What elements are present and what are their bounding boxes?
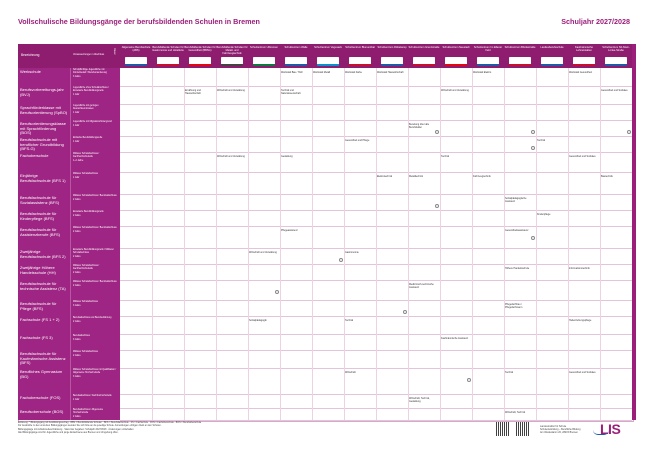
header-dauer-label: Dauer — [113, 48, 116, 55]
row-label-4: Berufsfachschule mit beruflicher Grundbildung (BFS-G) — [18, 136, 70, 152]
column-divider — [408, 68, 409, 420]
row-label-13: Berufsfachschule für Pflege (BFS) — [18, 300, 70, 316]
row-dauer: 3 Jahre — [73, 304, 81, 307]
header-desc-label: Voraussetzungen / Abschluss — [73, 53, 105, 56]
contact-dept: Schulentwicklung – Berufliche Bildung — [540, 428, 581, 431]
cell-entry-assist2: Gesundheitsassistenz — [505, 229, 529, 232]
lis-logo-wave-icon — [593, 430, 609, 435]
row-label-1: Berufsvorbereitungs-jahr (BVJ) — [18, 86, 70, 104]
row-desc-text: Berufsabschluss — [73, 335, 90, 337]
school-logo-icon — [509, 57, 531, 66]
cell-entry-werk4: Werkstatt Hauswirtschaft — [377, 71, 404, 74]
row-description-6 — [70, 172, 120, 194]
header-school-0: Allgemeine Berufsschule (ABS) — [121, 46, 151, 52]
cell-entry-bg1: Wirtschaft — [345, 371, 356, 374]
row-label-8: Berufsfachschule für Kinderpflege (BFS) — [18, 210, 70, 226]
row-label-5: Fachoberschule — [18, 152, 70, 172]
row-label-7: Berufsfachschule für Sozialassistenz (BFS) — [18, 194, 70, 210]
column-divider — [568, 68, 569, 420]
cell-entry-bfsg1: Gesundheit und Pflege — [345, 139, 370, 142]
row-label-10: Zweijährige Berufsfachschule (BFS 2) — [18, 248, 70, 264]
cell-entry-bfs1c: Fahrzeugtechnik — [473, 175, 491, 178]
row-label-6: Einjährige Berufsfachschule (BFS 1) — [18, 172, 70, 194]
column-divider — [536, 68, 537, 420]
cell-entry-werk2: Werkstatt Metall — [313, 71, 331, 74]
school-logo-icon — [413, 57, 435, 66]
row-dauer: 2 Jahre — [73, 214, 81, 217]
header-school-10: Schulzentrum Neustadt — [442, 46, 470, 49]
row-label-9: Berufsfachschule für Assistenzberufe (BFS) — [18, 226, 70, 248]
row-desc-text: Einfache Berufsbildungsreife — [73, 137, 103, 139]
row-desc-text: Mittlerer Schulabschluss — [73, 301, 98, 303]
row-desc-text: Mittlerer Schulabschluss / Fachhochschulreife — [73, 153, 100, 158]
marker-circle-icon — [627, 130, 631, 134]
table-header — [18, 44, 632, 68]
row-desc-text: Jugendliche mit Migrationshintergrund — [73, 121, 112, 123]
header-school-6: Schulzentrum Vegesack — [314, 46, 342, 49]
school-logo-icon — [381, 57, 403, 66]
row-dauer: 2 Jahre — [73, 255, 81, 258]
row-desc-text: Berufsabschluss / Fachhochschulreife — [73, 395, 112, 397]
header-row-label: Bezeichnung — [21, 53, 40, 57]
cell-entry-fs3: Heilerziehungspflege — [569, 319, 592, 322]
cell-entry-fs2: Technik — [345, 319, 354, 322]
header-school-13: Landesberufsschule — [540, 46, 564, 49]
header-school-4: Schulzentrum Utbremen — [250, 46, 278, 49]
cell-entry-bvj1: Ernährung und Hauswirtschaft — [185, 89, 201, 95]
row-dauer: 1–2 Jahre — [73, 159, 84, 162]
column-divider — [152, 68, 153, 420]
cell-entry-bfsg2: Technik — [537, 139, 546, 142]
row-desc-text: Mittlerer Schulabschluss / Berufsabschluss — [73, 281, 117, 283]
row-desc-text: Schulpflichtige Jugendliche mit Förderbedarf / Berufsorientierung — [73, 69, 107, 74]
footer-notes — [18, 422, 488, 436]
row-label-14: Fachschule (FS 1 + 2) — [18, 316, 70, 334]
row-description-12 — [70, 280, 120, 300]
cell-entry-werk1: Werkstatt Bau / Holz — [281, 71, 303, 74]
cell-entry-bfs1a: Elektrotechnik — [377, 175, 393, 178]
row-dauer: 2 Jahre — [73, 271, 81, 274]
row-desc-text: Berufsabschluss und Berufserfahrung — [73, 317, 112, 319]
cell-entry-werk5: Werkstatt Elektro — [473, 71, 492, 74]
school-logo-icon — [445, 57, 467, 66]
marker-circle-icon — [531, 146, 535, 150]
header-school-3: Berufsbildende Schulen für Metall- und Fahrzeugtechnik — [216, 46, 248, 55]
cell-entry-bvj3: Technik und Naturwissenschaft — [281, 89, 301, 95]
row-description-1 — [70, 86, 120, 104]
cell-entry-bg2: Technik — [505, 371, 514, 374]
row-desc-text: Mittlerer Schulabschluss — [73, 351, 98, 353]
column-divider — [312, 68, 313, 420]
cell-entry-bos: Wirtschaft, Technik — [505, 411, 526, 414]
school-logo-icon — [573, 57, 595, 66]
cell-entry-werk6: Werkstatt Gesundheit — [569, 71, 592, 74]
row-desc-text: Erweiterte Berufsbildungsreife / Mittlerer Schulabschluss — [73, 249, 114, 254]
row-dauer: 1 Jahr — [73, 124, 80, 127]
contact-org: Landesinstitut für Schule — [540, 425, 567, 428]
header-left — [18, 44, 120, 68]
row-dauer: 1 Jahr — [73, 398, 80, 401]
header-school-14: Kaufmännische Lehranstalten — [575, 46, 593, 52]
header-school-15: Schulzentrum SII Alwin-Lonke-Straße — [602, 46, 630, 52]
row-dauer: 2 Jahre — [73, 354, 81, 357]
marker-circle-icon — [403, 310, 407, 314]
cell-entry-fosb: Wirtschaft, Technik, Gestaltung — [409, 397, 430, 403]
row-label-0: Werkschule — [18, 68, 70, 86]
marker-circle-icon — [435, 130, 439, 134]
school-logo-icon — [189, 57, 211, 66]
column-divider — [376, 68, 377, 420]
cell-entry-ta1: Informationstechnik — [569, 267, 590, 270]
cell-entry-fos2: Gestaltung — [281, 155, 293, 158]
marker-circle-icon — [275, 290, 279, 294]
row-divider — [120, 420, 632, 421]
column-divider — [472, 68, 473, 420]
school-logo-icon — [253, 57, 275, 66]
column-divider — [440, 68, 441, 420]
row-description-0 — [70, 68, 120, 86]
row-label-16: Berufsfachschule für Kaufmännische Assistenz (BFS) — [18, 350, 70, 368]
row-dauer: 1 Jahr — [73, 176, 80, 179]
contact-block — [540, 425, 600, 434]
cell-entry-spbo: Bereitung über alle Berufsfelder — [409, 123, 430, 129]
row-dauer: 1 Jahr — [73, 140, 80, 143]
cell-entry-pflege: Pflegefachfrau / Pflegefachmann — [505, 303, 523, 309]
header-school-1: Berufsbildende Schulen für Gastronomie und Hotellerie — [152, 46, 184, 52]
row-desc-text: Berufsabschluss / Allgemeine Hochschulreife — [73, 409, 104, 414]
row-dauer: 2 Jahre — [73, 230, 81, 233]
column-divider — [216, 68, 217, 420]
row-description-8 — [70, 210, 120, 226]
row-description-7 — [70, 194, 120, 210]
row-label-12: Berufsfachschule für technische Assistenz (TA) — [18, 280, 70, 300]
cell-entry-sozass: Sozialpädagogische Assistenz — [505, 197, 527, 203]
row-dauer: 2 Jahre — [73, 198, 81, 201]
row-dauer: 3 Jahre — [73, 338, 81, 341]
column-divider — [248, 68, 249, 420]
row-description-3 — [70, 120, 120, 136]
cell-entry-fos3: Technik — [441, 155, 450, 158]
row-desc-text: Mittlerer Schulabschluss / Fachhochschulreife — [73, 265, 100, 270]
cell-entry-bvj4: Wirtschaft und Verwaltung — [441, 89, 469, 92]
row-dauer: 3 Jahre — [73, 75, 81, 78]
row-dauer: 2 Jahre — [73, 284, 81, 287]
cell-entry-fs1: Sozialpädagogik — [249, 319, 267, 322]
row-label-11: Zweijährige Höhere Handelsschule (HH) — [18, 264, 70, 280]
column-divider — [504, 68, 505, 420]
cell-entry-bfs1b: Metalltechnik — [409, 175, 423, 178]
header-school-9: Schulzentrum Grenzstraße — [408, 46, 440, 49]
row-dauer: 2 Jahre — [73, 320, 81, 323]
qr-code-icon[interactable] — [496, 422, 510, 436]
row-description-14 — [70, 316, 120, 334]
row-description-17 — [70, 368, 120, 394]
row-description-5 — [70, 152, 120, 172]
cell-entry-kaufm: Kaufmännische Assistenz — [441, 337, 469, 340]
row-desc-text: Erweiterte Berufsbildungsreife — [73, 211, 104, 213]
row-label-17: Berufliches Gymnasium (BG) — [18, 368, 70, 394]
row-desc-text: Mittlerer Schulabschluss / Berufsabschluss — [73, 195, 117, 197]
cell-entry-bfs1d: Bautechnik — [601, 175, 613, 178]
row-desc-text: Mittlerer Schulabschluss — [73, 173, 98, 175]
qr-code-icon[interactable] — [516, 422, 530, 436]
row-dauer: 1 Jahr — [73, 111, 80, 114]
school-logo-icon — [125, 57, 147, 66]
header-school-8: Schulzentrum Rübekamp — [377, 46, 407, 49]
school-logo-icon — [349, 57, 371, 66]
row-dauer: 3 Jahre — [73, 375, 81, 378]
cell-entry-bvj2: Wirtschaft und Verwaltung — [217, 89, 245, 92]
cell-entry-bfs2a: Wirtschaft und Verwaltung — [249, 251, 277, 254]
row-label-18: Fachoberschule (FOS) — [18, 394, 70, 408]
row-description-4 — [70, 136, 120, 152]
row-dauer: 1 Jahr — [73, 93, 80, 96]
row-desc-text: Mittlerer Schulabschluss / Berufsabschluss — [73, 227, 117, 229]
row-description-16 — [70, 350, 120, 368]
cell-entry-fos4: Gesundheit und Soziales — [569, 155, 596, 158]
row-description-10 — [70, 248, 120, 264]
row-description-15 — [70, 334, 120, 350]
school-logo-icon — [605, 57, 627, 66]
page-title: Vollschulische Bildungsgänge der berufsbildenden Schulen in Bremen — [18, 17, 260, 26]
row-label-19: Berufsoberschule (BOS) — [18, 408, 70, 420]
cell-entry-kinder: Kinderpflege — [537, 213, 551, 216]
row-label-15: Fachschule (FS 3) — [18, 334, 70, 350]
row-description-11 — [70, 264, 120, 280]
row-label-3: Berufsorientierungsklasse mit Sprachförderung (BOS) — [18, 120, 70, 136]
header-school-2: Berufsbildende Schulen für Gesundheit (BBSG) — [184, 46, 216, 52]
school-logo-icon — [285, 57, 307, 66]
marker-circle-icon — [531, 236, 535, 240]
marker-circle-icon — [531, 130, 535, 134]
row-description-2 — [70, 104, 120, 120]
header-school-5: Schulzentrum Walle — [284, 46, 308, 49]
row-desc-text: Mittlerer Schulabschluss mit Qualifikation / Allgemeine Hochschulreife — [73, 369, 117, 374]
marker-circle-icon — [339, 258, 343, 262]
row-description-9 — [70, 226, 120, 248]
school-logo-icon — [317, 57, 339, 66]
column-divider — [280, 68, 281, 420]
cell-entry-assist1: Pflegeassistenz — [281, 229, 298, 232]
row-labels — [18, 68, 120, 420]
school-year: Schuljahr 2027/2028 — [561, 17, 630, 26]
cell-entry-bg3: Gesundheit und Soziales — [569, 371, 596, 374]
school-logo-icon — [221, 57, 243, 66]
cell-entry-hh: Höhere Handelsschule — [505, 267, 530, 270]
cell-entry-bfs2b: Gastronomie — [345, 251, 359, 254]
header-school-12: Schulzentrum Bördestraße — [504, 46, 536, 49]
column-divider — [600, 68, 601, 420]
row-description-19 — [70, 408, 120, 420]
marker-circle-icon — [435, 204, 439, 208]
row-description-13 — [70, 300, 120, 316]
row-desc-text: Jugendliche mit geringen Deutschkenntnissen — [73, 105, 99, 110]
footer-line: Alle Bildungsgänge sind für Jugendliche und junge Erwachsene aus Bremen und Umgebung offen. — [18, 432, 119, 435]
row-dauer: 2 Jahre — [73, 415, 81, 418]
footer-line: Für Auskünfte zu den einzelnen Bildungsgängen wenden Sie sich bitte an die jeweilige Schule. Anmeldungen erfolgen direkt an den Schulen. — [18, 425, 162, 428]
footer-line: Erklärung: * Bildungsgang mit Ausbildungsvertrag · BBS = Berufsbildende Schulen · BFS = Berufsfachschule · FS = Fachschule · FOS = Fachoberschule · BOS = Berufsoberschule — [18, 422, 202, 424]
row-description-18 — [70, 394, 120, 408]
right-accent-bar — [632, 44, 636, 420]
header-school-11: Schulzentrum Im Ellener Feld — [473, 46, 503, 52]
cell-entry-fos1: Wirtschaft und Verwaltung — [217, 155, 245, 158]
column-divider — [344, 68, 345, 420]
school-logo-icon — [157, 57, 179, 66]
header-school-7: Schulzentrum Blumenthal — [345, 46, 375, 49]
cell-entry-bvj5: Gesundheit und Soziales — [601, 89, 628, 92]
school-logo-icon — [477, 57, 499, 66]
cell-entry-werk3: Werkstatt Farbe — [345, 71, 362, 74]
contact-address: Am Weidedamm 20, 28215 Bremen — [540, 431, 578, 434]
row-label-2: Sprachförderklasse mit Berufsorientierung (SpBO) — [18, 104, 70, 120]
school-logo-icon — [541, 57, 563, 66]
row-desc-text: Jugendliche ohne Schulabschluss / Erweiterte Berufsbildungsreife — [73, 87, 109, 92]
footer-line: Bildungsgänge mit Aufnahmebeschränkung · Stand der Angaben: Schuljahr 2027/2028 · Änderungen vorbehalten — [18, 428, 134, 431]
marker-circle-icon — [467, 378, 471, 382]
cell-entry-ta2: Medizinisch-technische Assistenz — [409, 283, 434, 289]
column-divider — [184, 68, 185, 420]
lis-logo: LIS — [600, 421, 621, 437]
